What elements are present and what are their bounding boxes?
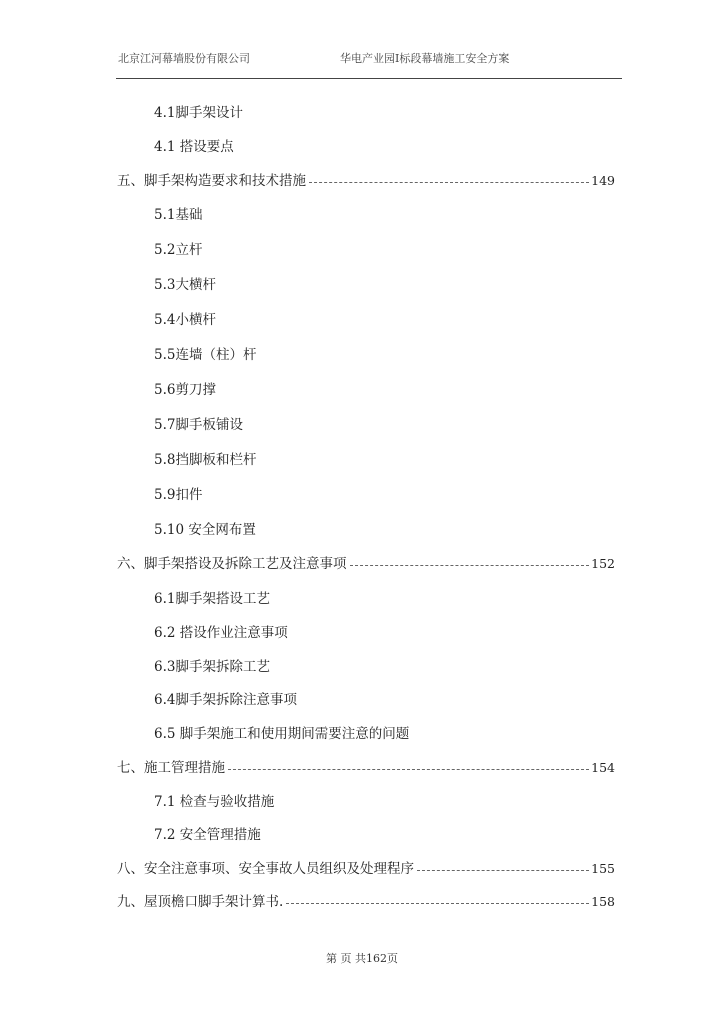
- toc-entry: 7.2 安全管理措施: [154, 827, 261, 843]
- toc-entry: 6.3脚手架拆除工艺: [154, 659, 270, 675]
- toc-entry-title: 九、屋顶檐口脚手架计算书.: [117, 894, 284, 910]
- toc-entry: 5.9扣件: [154, 487, 203, 503]
- toc-entry: 5.3大横杆: [154, 277, 216, 293]
- toc-entry: 6.4脚手架拆除注意事项: [154, 692, 297, 708]
- toc-entry-title: 五、脚手架构造要求和技术措施: [117, 173, 306, 189]
- dot-leader: [309, 181, 589, 183]
- toc-page-number: 155: [591, 861, 615, 876]
- dot-leader: [417, 869, 589, 871]
- toc-entry: 4.1脚手架设计: [154, 105, 243, 121]
- toc-entry: 4.1 搭设要点: [154, 139, 234, 155]
- toc-entry: 7.1 检查与验收措施: [154, 794, 275, 810]
- toc-page-number: 158: [591, 894, 615, 909]
- toc-entry: 5.4小横杆: [154, 312, 216, 328]
- toc-entry: 5.10 安全网布置: [154, 522, 256, 538]
- header-rule: [116, 78, 622, 79]
- toc-main-entry: [117, 893, 615, 911]
- dot-leader: [350, 564, 590, 566]
- toc-entry: 5.7脚手板铺设: [154, 417, 243, 433]
- page-footer: 第 页 共162页: [326, 952, 398, 965]
- toc-entry-title: 六、脚手架搭设及拆除工艺及注意事项: [117, 556, 347, 572]
- toc-main-entry: [117, 860, 615, 878]
- toc-entry-title: 七、施工管理措施: [117, 760, 225, 776]
- toc-entry: 6.5 脚手架施工和使用期间需要注意的问题: [154, 726, 410, 742]
- dot-leader: [286, 902, 589, 904]
- toc-page-number: 154: [591, 760, 615, 775]
- dot-leader: [228, 768, 589, 770]
- toc-entry: 6.1脚手架搭设工艺: [154, 591, 270, 607]
- header-company: 北京江河幕墙股份有限公司: [118, 52, 250, 65]
- toc-main-entry: [117, 555, 615, 573]
- toc-main-entry: [117, 759, 615, 777]
- toc-entry: 6.2 搭设作业注意事项: [154, 625, 288, 641]
- header-document-title: 华电产业园Ⅰ标段幕墙施工安全方案: [340, 52, 510, 65]
- toc-entry: 5.1基础: [154, 207, 203, 223]
- toc-entry: 5.6剪刀撑: [154, 382, 216, 398]
- toc-entry: 5.8挡脚板和栏杆: [154, 452, 257, 468]
- toc-main-entry: [117, 172, 615, 190]
- toc-page-number: 152: [591, 556, 615, 571]
- toc-page-number: 149: [591, 173, 615, 188]
- toc-entry: 5.2立杆: [154, 242, 203, 258]
- toc-entry: 5.5连墙（柱）杆: [154, 347, 257, 363]
- toc-entry-title: 八、安全注意事项、安全事故人员组织及处理程序: [117, 861, 414, 877]
